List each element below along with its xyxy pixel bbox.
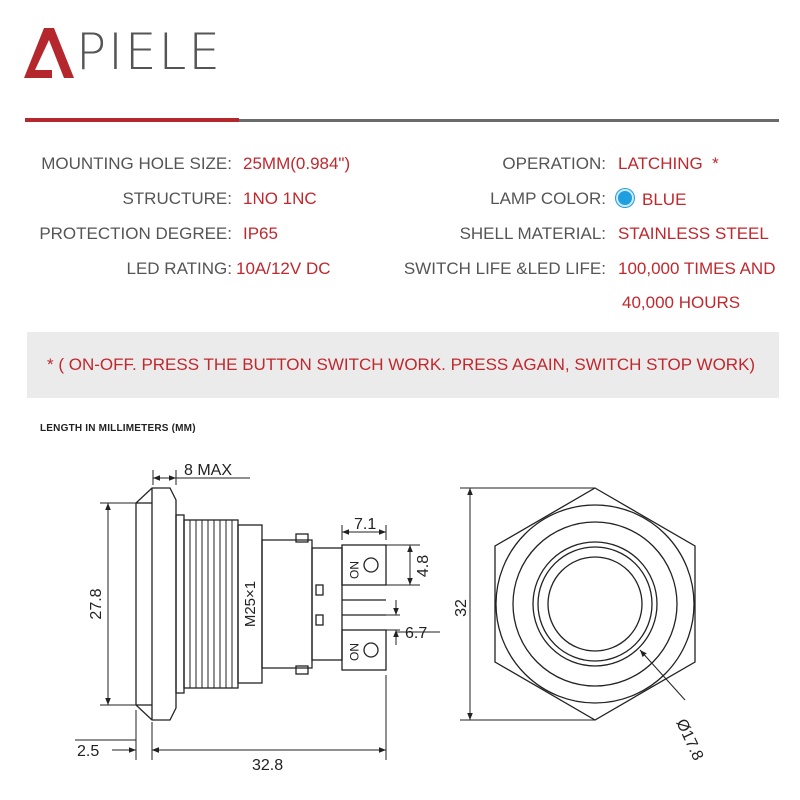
spec-label-shell-material: SHELL MATERIAL: [459,224,606,243]
brand-name: PIELE [76,23,222,81]
spec-value-led-rating: 10A/12V DC [236,259,331,278]
side-view [136,488,386,720]
dim-32: 32 [453,599,470,617]
thread-size: M25×1 [242,580,259,628]
spec-value-protection: IP65 [243,224,278,243]
spec-value-operation: LATCHING * [618,154,719,173]
spec-label-structure: STRUCTURE: [122,189,232,208]
dim-6-7: 6.7 [405,625,428,642]
spec-label-life: SWITCH LIFE &LED LIFE: [403,259,606,278]
spec-value-lamp-color [616,189,686,210]
dim-27-8: 27.8 [88,588,105,620]
spec-label-operation: OPERATION: [502,154,606,173]
brand-logo [22,20,222,84]
spec-value-shell-material: STAINLESS STEEL [618,224,769,243]
header-rule [239,119,779,122]
dim-7-1: 7.1 [354,516,377,533]
drawing-heading: LENGTH IN MILLIMETERS (MM) [40,423,196,434]
dim-diameter: Ø17.8 [672,716,707,764]
spec-value-life: 100,000 TIMES AND [618,259,776,278]
spec-value-structure: 1NO 1NC [243,189,317,208]
header-rule-accent [25,118,239,122]
lamp-color-text: BLUE [642,190,687,209]
spec-label-led-rating: LED RATING: [126,259,232,278]
terminal-mark-bottom: NO [347,643,361,661]
brand-logo-mark-icon [22,24,74,80]
spec-value-mounting-hole: 25MM(0.984") [243,154,351,173]
dim-32-8: 32.8 [252,757,284,774]
spec-value-life-hours: 40,000 HOURS [622,293,741,312]
dim-4-8: 4.8 [415,554,432,578]
terminal-mark-top: NO [347,561,361,579]
dim-8-max: 8 MAX [184,462,233,479]
front-view [495,488,695,720]
operation-note: * ( ON-OFF. PRESS THE BUTTON SWITCH WORK. PRESS AGAIN, SWITCH STOP WORK) [27,332,779,398]
lamp-color-swatch-icon [616,189,634,207]
spec-label-lamp-color: LAMP COLOR: [490,189,606,208]
dim-2-5: 2.5 [77,743,100,760]
spec-label-protection: PROTECTION DEGREE: [39,224,232,243]
dimension-drawing [0,430,800,800]
spec-label-mounting-hole: MOUNTING HOLE SIZE: [41,154,232,173]
